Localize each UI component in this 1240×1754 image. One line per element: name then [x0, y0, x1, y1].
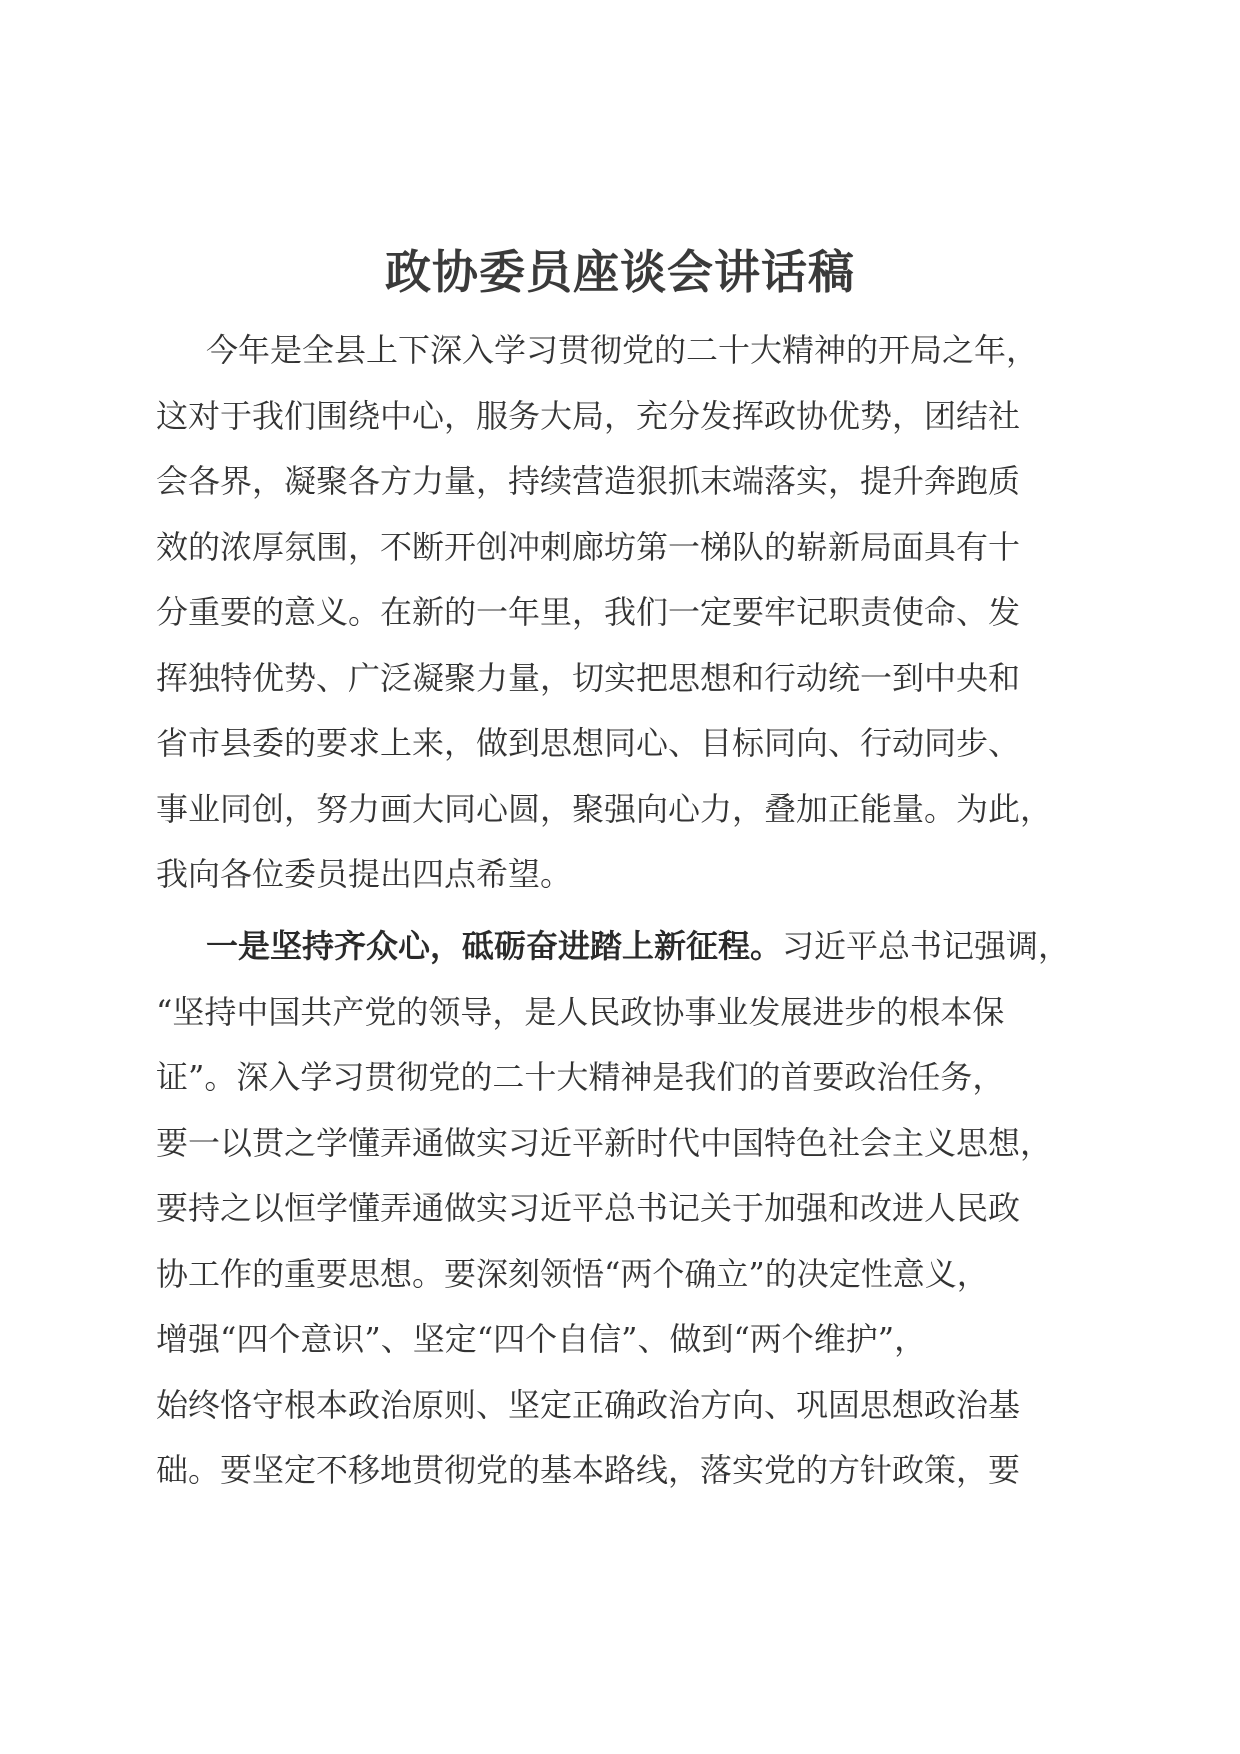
paragraph-line: 础。要坚定不移地贯彻党的基本路线，落实党的方针政策，要	[156, 1451, 1021, 1489]
paragraph-intro	[156, 318, 1086, 908]
paragraph-line: 增强“四个意识”、坚定“四个自信”、做到“两个维护”，	[156, 1320, 927, 1358]
paragraph-line: 始终恪守根本政治原则、坚定正确政治方向、巩固思想政治基	[156, 1385, 1021, 1424]
point-lead-text: 习近平总书记强调，	[782, 927, 1071, 965]
paragraph-line: 分重要的意义。在新的一年里，我们一定要牢记职责使命、发	[156, 593, 1021, 631]
paragraph-point-one	[156, 914, 1086, 1504]
paragraph-line: 今年是全县上下深入学习贯彻党的二十大精神的开局之年，	[206, 331, 1039, 369]
paragraph-line: 要持之以恒学懂弄通做实习近平总书记关于加强和改进人民政	[156, 1189, 1021, 1227]
point-heading: 一是坚持齐众心，砥砺奋进踏上新征程。	[206, 927, 783, 965]
paragraph-line: 这对于我们围绕中心，服务大局，充分发挥政协优势，团结社	[156, 396, 1021, 435]
paragraph-line: 我向各位委员提出四点希望。	[156, 855, 573, 893]
paragraph-line: “坚持中国共产党的领导，是人民政协事业发展进步的根本保	[156, 992, 1005, 1031]
document-title: 政协委员座谈会讲话稿	[385, 245, 855, 299]
paragraph-line: 会各界，凝聚各方力量，持续营造狠抓末端落实，提升奔跑质	[156, 462, 1021, 500]
paragraph-line	[156, 914, 1086, 980]
paragraph-line: 要一以贯之学懂弄通做实习近平新时代中国特色社会主义思想，	[156, 1123, 1053, 1162]
paragraph-line: 省市县委的要求上来，做到思想同心、目标同向、行动同步、	[156, 724, 1021, 762]
paragraph-line: 挥独特优势、广泛凝聚力量，切实把思想和行动统一到中央和	[156, 658, 1021, 697]
paragraph-line: 效的浓厚氛围，不断开创冲刺廊坊第一梯队的崭新局面具有十	[156, 527, 1021, 566]
paragraph-line: 协工作的重要思想。要深刻领悟“两个确立”的决定性意义，	[156, 1254, 989, 1293]
paragraph-line: 证”。深入学习贯彻党的二十大精神是我们的首要政治任务，	[156, 1058, 1005, 1096]
paragraph-line: 事业同创，努力画大同心圆，聚强向心力，叠加正能量。为此，	[156, 789, 1053, 828]
